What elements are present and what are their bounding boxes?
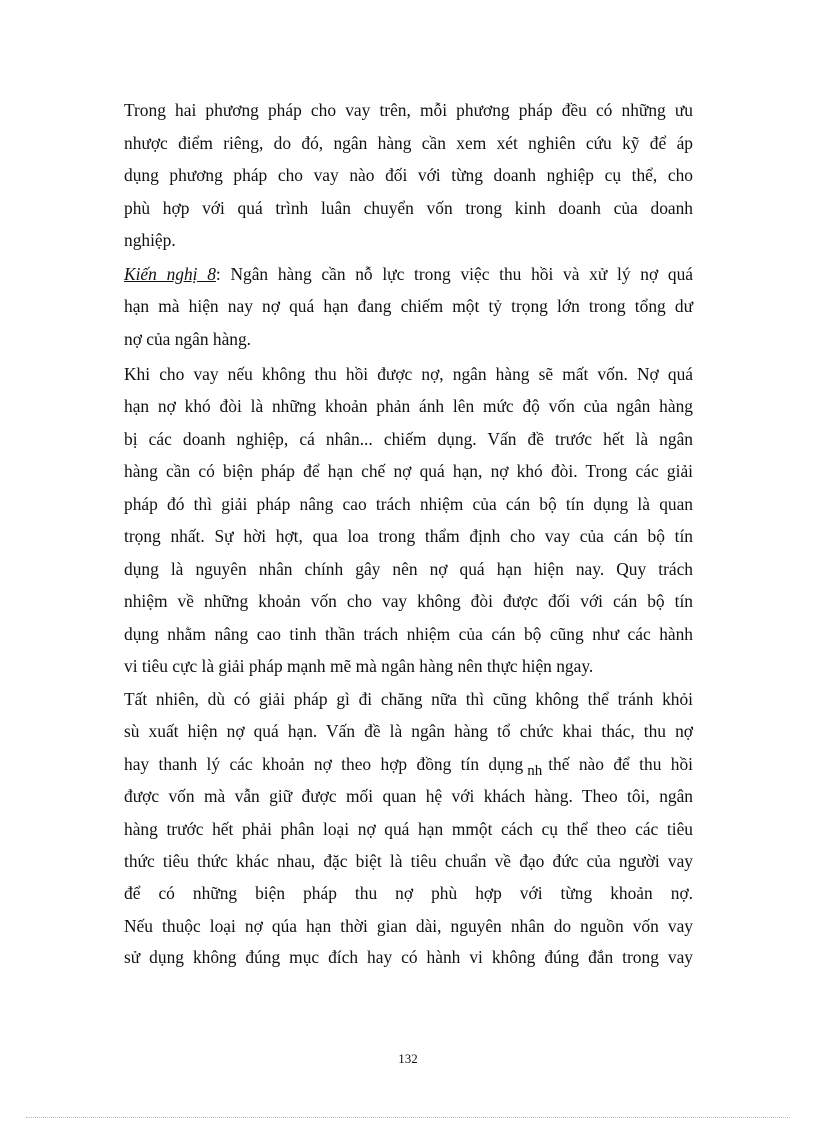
body-text-line: hạn nợ khó đòi là những khoản phản ánh lên mức độ vốn của ngân hàng — [124, 396, 693, 416]
body-text-line: dụng nhằm nâng cao tinh thần trách nhiệm của cán bộ cũng như các hành — [124, 624, 693, 644]
body-text-line: sử dụng không đúng mục đích hay có hành vi không đúng đắn trong vay — [124, 947, 693, 967]
body-text-segment: hay thanh lý các khoản nợ theo hợp đồng tín dụng — [124, 754, 524, 774]
body-text-line: nhược điểm riêng, do đó, ngân hàng cần xem xét nghiên cứu kỹ để áp — [124, 133, 693, 153]
body-text-line: dụng phương pháp cho vay nào đối với từng doanh nghiệp cụ thể, cho — [124, 165, 693, 185]
body-text-line: hàng cần có biện pháp để hạn chế nợ quá hạn, nợ khó đòi. Trong các giải — [124, 461, 693, 481]
body-text-line: Trong hai phương pháp cho vay trên, mỗi phương pháp đều có những ưu — [124, 100, 693, 120]
body-text-line: hạn mà hiện nay nợ quá hạn đang chiếm một tỷ trọng lớn trong tổng dư — [124, 296, 693, 316]
body-text-line: sù xuất hiện nợ quá hạn. Vấn đề là ngân hàng tổ chức khai thác, thu nợ — [124, 721, 693, 741]
body-text-line: bị các doanh nghiệp, cá nhân... chiếm dụng. Vấn đề trước hết là ngân — [124, 429, 693, 449]
body-text-line: pháp đó thì giải pháp nâng cao trách nhiệm của cán bộ tín dụng là quan — [124, 494, 693, 514]
misplaced-text-fragment: nh — [527, 763, 543, 779]
body-text-line: phù hợp với quá trình luân chuyển vốn trong kinh doanh của doanh — [124, 198, 693, 218]
body-text-line: hàng trước hết phải phân loại nợ quá hạn mmột cách cụ thể theo các tiêu — [124, 819, 693, 839]
body-text-line: thức tiêu thức khác nhau, đặc biệt là tiêu chuẩn về đạo đức của người vay — [124, 851, 693, 871]
body-text-line: để có những biện pháp thu nợ phù hợp với từng khoản nợ. — [124, 883, 693, 903]
body-text-line: dụng là nguyên nhân chính gây nên nợ quá hạn hiện nay. Quy trách — [124, 559, 693, 579]
body-text-segment: thế nào để thu hồi — [548, 754, 694, 774]
body-text-line: Tất nhiên, dù có giải pháp gì đi chăng nữa thì cũng không thể tránh khỏi — [124, 689, 693, 709]
body-text-line: nghiệp. — [124, 230, 176, 250]
body-text-line: vi tiêu cực là giải pháp mạnh mẽ mà ngân hàng nên thực hiện ngay. — [124, 656, 594, 676]
page-bottom-divider — [26, 1117, 790, 1118]
body-text-line: nợ của ngân hàng. — [124, 329, 252, 349]
body-text-line: được vốn mà vẫn giữ được mối quan hệ với khách hàng. Theo tôi, ngân — [124, 786, 693, 806]
recommendation-heading: Kiến nghị 8 — [124, 264, 216, 284]
body-text-line: nhiệm về những khoản vốn cho vay không đòi được đối với cán bộ tín — [124, 591, 693, 611]
page-number: 132 — [398, 1051, 418, 1066]
body-text-line: trọng nhất. Sự hời hợt, qua loa trong thẩm định cho vay của cán bộ tín — [124, 526, 693, 546]
recommendation-text: : Ngân hàng cần nỗ lực trong việc thu hồi và xử lý nợ quá — [215, 264, 693, 284]
body-text-line — [124, 753, 693, 777]
body-text-line: Nếu thuộc loại nợ qúa hạn thời gian dài, nguyên nhân do nguồn vốn vay — [124, 916, 693, 936]
body-text-line: Khi cho vay nếu không thu hồi được nợ, ngân hàng sẽ mất vốn. Nợ quá — [124, 364, 693, 384]
recommendation-line — [124, 263, 693, 285]
